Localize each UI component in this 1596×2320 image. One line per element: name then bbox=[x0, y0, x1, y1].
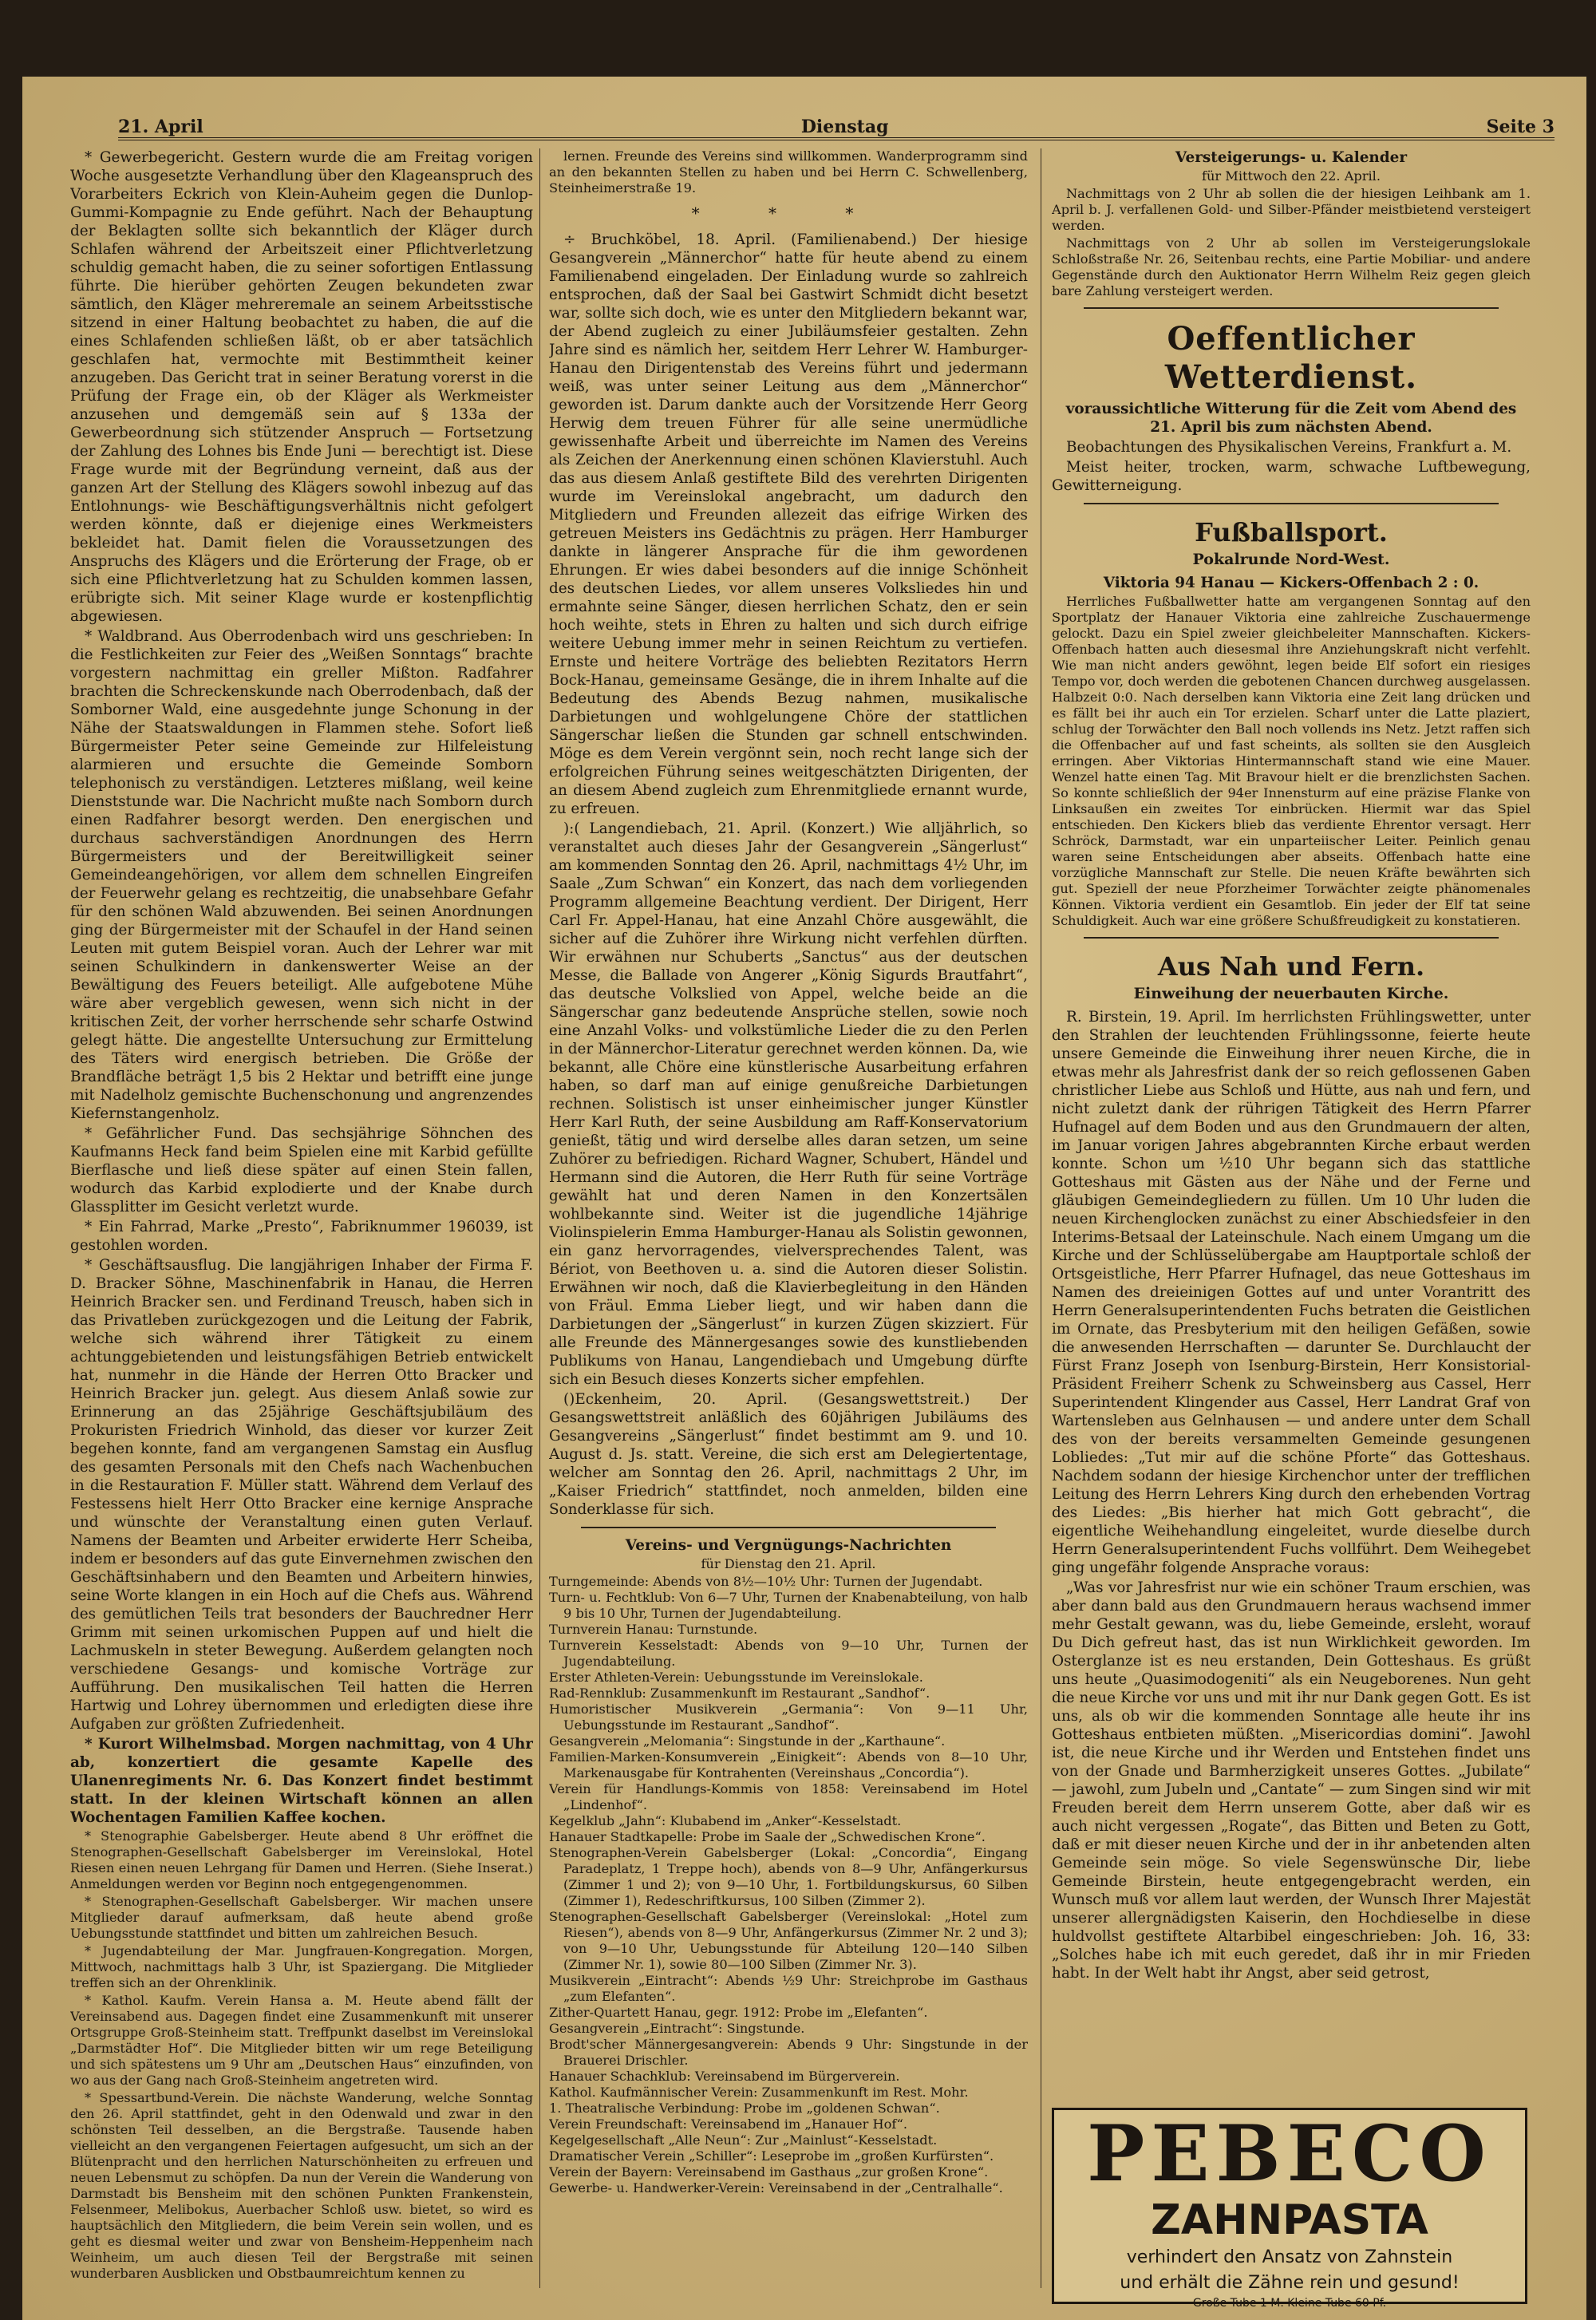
article-spessartbund: * Spessartbund-Verein. Die nächste Wanderung, welche Sonntag den 26. April stattfindet, geht in den Odenwald und zwar in den schönsten Teil desselben, an die Bergstraße. Tausende haben vielleicht an den vergangenen Feiertagen aufgesucht, um sich an der Blütenpracht und den herrlichen Naturschönheiten zu erfreuen und neuen Lebensmut zu schöpfen. Da nun der Verein die Wanderung von Darmstadt bis Bensheim mit den schönen Punkten Frankenstein, Felsenmeer, Melibokus, Auerbacher Schloß usw. bietet, so wird es hauptsächlich den Mitgliedern, die beim Verein sein wollen, und es geht es diesmal weiter und zwar von Bensheim-Heppenheim nach Weinheim, um auch diesen Teil der Bergstraße mit seinen wunderbaren Ausblicken und Obstbaumreichtum kennen zu bbox=[70, 2090, 533, 2281]
wetterdienst-forecast: Meist heiter, trocken, warm, schwache Luftbewegung, Gewitterneigung. bbox=[1052, 459, 1531, 494]
column-divider bbox=[539, 148, 540, 2288]
list-item: Stenographen-Verein Gabelsberger (Lokal: „Concordia“, Eingang Paradeplatz, 1 Treppe hoch), abends von 8—9 Uhr, Anfängerkursus (Zimmer 1 und 2); von 9—10 Uhr, 1. Fortbildungskursus, 60 Silben (Zimmer 1), Redeschriftkursus, 100 Silben (Zimmer 2). bbox=[549, 1845, 1028, 1908]
list-item: Turngemeinde: Abends von 8½—10½ Uhr: Turnen der Jugendabt. bbox=[549, 1574, 983, 1589]
list-item: Stenographen-Gesellschaft Gabelsberger (Vereinslokal: „Hotel zum Riesen“), abends von 8—9 Uhr, Anfängerkursus (Zimmer Nr. 2 und 3); von 9—10 Uhr, Uebungsstunde für Abteilung 120—140 Silben (Zimmer Nr. 1), sowie 80—100 Silben (Zimmer Nr. 3). bbox=[549, 1909, 1028, 1972]
list-item: Gesangverein „Eintracht“: Singstunde. bbox=[549, 2021, 805, 2036]
column-regional-news bbox=[549, 148, 1028, 2296]
article-kathol-kaufm-verein: * Kathol. Kaufm. Verein Hansa a. M. Heute abend fällt der Vereinsabend aus. Dagegen findet eine Zusammenkunft mit unserer Ortsgruppe Groß-Steinheim statt. Treffpunkt daselbst im Vereinslokal „Darmstädter Hof“. Die Mitglieder bitten wir um rege Beteiligung und sich spätestens um 9 Uhr am „Deutschen Haus“ einzufinden, von wo aus der Gang nach Groß-Steinheim angetreten wird. bbox=[70, 1993, 533, 2088]
article-eckenheim: ()Eckenheim, 20. April. (Gesangswettstreit.) Der Gesangswettstreit anläßlich des 60jährigen Jubiläums des Gesangvereins „Sängerlust“ findet bestimmt am 9. und 10. August d. Js. statt. Vereine, die sich erst am Delegiertentage, welcher am Sonntag den 26. April, nachmittags 2 Uhr, im „Kaiser Friedrich“ stattfindet, noch anmelden, bilden eine Sonderklasse für sich. bbox=[549, 1391, 1028, 1518]
section-rule bbox=[1084, 503, 1499, 504]
list-item: 1. Theatralische Verbindung: Probe im „goldenen Schwan“. bbox=[549, 2101, 940, 2116]
vereins-date: für Dienstag den 21. April. bbox=[701, 1556, 876, 1571]
article-geschaeftsausflug: * Geschäftsausflug. Die langjährigen Inhaber der Firma F. D. Bracker Söhne, Maschinenfabrik in Hanau, die Herren Heinrich Bracker sen. und Ferdinand Treusch, haben sich in das Privatleben zurückgezogen und die Leitung der Fabrik, welche sich während ihrer Tätigkeit zu einem achtunggebietenden und leistungsfähigen Betrieb entwickelt hat, nunmehr in die Hände der Herren Otto Bracker und Heinrich Bracker jun. gelegt. Aus diesem Anlaß sowie zur Erinnerung an das 25jährige Geschäftsjubiläum des Prokuristen Friedrich Winhold, das dieser vor kurzer Zeit begehen konnte, fand am vergangenen Samstag ein Ausflug des gesamten Personals mit den Chefs nach Wachenbuchen in die Restauration F. Müller statt. Während dem Verlauf des Festessens hielt Herr Otto Bracker eine kernige Ansprache und wünschte der Veranstaltung einen guten Verlauf. Namens der Beamten und Arbeiter erwiderte Herr Scheiba, indem er besonders auf das gute Einvernehmen zwischen den Geschäftsinhabern und den Beamten und Arbeitern hinwies, seine Worte klangen in ein Hoch auf die Chefs aus. Während des gemütlichen Teils trat besonders der Bauchredner Herr Grimm mit seinen urkomischen Puppen auf und hielt die Lachmuskeln in steter Bewegung. Außerdem gelangten noch verschiedene Gesangs- und komische Vorträge zur Aufführung. Den musikalischen Teil hatten die Herren Hartwig und Lohrey übernommen und erledigten diese ihre Aufgaben zur größten Zufriedenheit. bbox=[70, 1257, 533, 1733]
header-date: 21. April bbox=[118, 117, 203, 137]
wetterdienst-heading: Oeffentlicher Wetterdienst. bbox=[1164, 320, 1418, 396]
wetterdienst-source: Beobachtungen des Physikalischen Vereins, Frankfurt a. M. bbox=[1066, 439, 1512, 456]
fussball-result: Viktoria 94 Hanau — Kickers-Offenbach 2 : 0. bbox=[1103, 575, 1479, 591]
ad-tagline-1: verhindert den Ansatz von Zahnstein bbox=[1126, 2247, 1453, 2267]
list-item: Turnverein Hanau: Turnstunde. bbox=[549, 1622, 758, 1637]
list-item: Erster Athleten-Verein: Uebungsstunde im Vereinslokale. bbox=[549, 1670, 923, 1685]
article-kurort: * Kurort Wilhelmsbad. Morgen nachmittag, von 4 Uhr ab, konzertiert die gesamte Kapelle des Ulanenregiments Nr. 6. Das Konzert findet bestimmt statt. In der kleinen Wirtschaft können an allen Wochentagen Familien Kaffee kochen. bbox=[70, 1736, 533, 1826]
page-header bbox=[118, 109, 1555, 140]
vereins-title: Vereins- und Vergnügungs-Nachrichten bbox=[625, 1537, 952, 1554]
article-gewerbegericht: * Gewerbegericht. Gestern wurde die am Freitag vorigen Woche ausgesetzte Verhandlung über den Klageanspruch des Vorarbeiters Eckrich von Klein-Auheim gegen die Dunlop-Gummi-Kompagnie zu Ende geführt. Nach der Behauptung der Beklagten sollte sich bekanntlich der Kläger durch Schlafen während der Arbeitszeit einer Pflichtverletzung schuldig gemacht haben, die zu seiner sofortigen Entlassung führte. Die hierüber gehörten Zeugen bekundeten zwar sämtlich, den Kläger mehreremale an seinem Arbeitsstische sitzend in einer Haltung beobachtet zu haben, die auf die eines Schlafenden schließen läßt, ob er aber tatsächlich geschlafen hat, vermochte mit Bestimmtheit keiner anzugeben. Das Gericht trat in seiner Beratung vorerst in die Prüfung der Frage ein, ob der Kläger als Werkmeister anzusehen und demgemäß sein auf § 133a der Gewerbeordnung sich stützender Anspruch — Fortsetzung der Zahlung des Lohnes bis Ende Juni — berechtigt ist. Diese Frage wurde mit der Begründung verneint, daß aus der ganzen Art der Stellung des Klägers sowohl inbezug auf das Entlohnungs- wie Beschäftigungsverhältnis nicht gefolgert werden könnte, daß er diejenige eines Werkmeisters bekleidet hat. Damit fielen die Voraussetzungen des Anspruchs des Klägers und die Erörterung der Frage, ob er sich eine Pflichtverletzung hat zu Schulden kommen lassen, erübrigte sich. Mit seiner Klage wurde er kostenpflichtig abgewiesen. bbox=[70, 149, 533, 625]
nah-fern-subheading: Einweihung der neuerbauten Kirche. bbox=[1133, 985, 1449, 1002]
section-rule bbox=[1084, 937, 1499, 939]
list-item: Humoristischer Musikverein „Germania“: Von 9—11 Uhr, Uebungsstunde im Restaurant „Sandhof“. bbox=[549, 1701, 1028, 1733]
list-item: Turn- u. Fechtklub: Von 6—7 Uhr, Turnen der Knabenabteilung, von halb 9 bis 10 Uhr, Turnen der Jugendabteilung. bbox=[549, 1590, 1028, 1621]
ad-price: Große Tube 1 M. Kleine Tube 60 Pf. bbox=[1192, 2297, 1387, 2310]
list-item: Gesangverein „Melomania“: Singstunde in der „Karthaune“. bbox=[549, 1733, 946, 1749]
kalender-title: Versteigerungs- u. Kalender bbox=[1175, 149, 1408, 166]
article-stenographie: * Stenographie Gabelsberger. Heute abend 8 Uhr eröffnet die Stenographen-Gesellschaft Gabelsberger im Vereinslokal, Hotel Riesen einen neuen Lehrgang für Damen und Herren. (Siehe Inserat.) Anmeldungen werden vor Beginn noch entgegengenommen. bbox=[70, 1828, 533, 1891]
ad-tagline-2: und erhält die Zähne rein und gesund! bbox=[1120, 2273, 1460, 2293]
section-rule bbox=[581, 1527, 996, 1528]
vereins-list bbox=[549, 1574, 1028, 2196]
list-item: Gewerbe- u. Handwerker-Verein: Vereinsabend in der „Centralhalle“. bbox=[549, 2180, 1003, 2196]
column-local-news bbox=[70, 148, 533, 2296]
list-item: Hanauer Schachklub: Vereinsabend im Bürgerverein. bbox=[549, 2069, 900, 2084]
list-item: Rad-Rennklub: Zusammenkunft im Restaurant „Sandhof“. bbox=[549, 1686, 930, 1701]
list-item: Kegelgesellschaft „Alle Neun“: Zur „Mainlust“-Kesselstadt. bbox=[549, 2132, 938, 2148]
kalender-entry: Nachmittags von 2 Uhr ab sollen die der hiesigen Leihbank am 1. April b. J. verfallenen Gold- und Silber-Pfänder meistbietend versteigert werden. bbox=[1052, 186, 1531, 233]
section-rule bbox=[1084, 307, 1499, 309]
header-page-number: Seite 3 bbox=[1486, 117, 1555, 137]
kalender-date: für Mittwoch den 22. April. bbox=[1202, 168, 1381, 184]
article-fahrrad: * Ein Fahrrad, Marke „Presto“, Fabriknummer 196039, ist gestohlen worden. bbox=[70, 1219, 533, 1254]
article-bruchkoebel: ÷ Bruchköbel, 18. April. (Familienabend.) Der hiesige Gesangverein „Männerchor“ hatte für heute abend zu einem Familienabend eingeladen. Der Einladung wurde so zahlreich entsprochen, daß der Saal bei Gastwirt Schmidt dicht besetzt war, sollte sich doch, wie es unter den Mitgliedern bekannt war, der Abend zugleich zu einer Jubiläumsfeier gestalten. Zehn Jahre sind es nämlich her, seitdem Herr Lehrer W. Hamburger-Hanau den Dirigentenstab des Vereins führt und jedermann weiß, was unter seiner Leitung aus dem „Männerchor“ geworden ist. Darum dankte auch der Vorsitzende Herr Georg Herwig dem treuen Führer für alle seine unermüdliche gewissenhafte Arbeit und überreichte im Namen des Vereins als Zeichen der Anerkennung einen schönen Klavierstuhl. Auch das aus diesem Anlaß gestiftete Bild des verehrten Dirigenten wurde im Vereinslokal angebracht, um dadurch den Mitgliedern und Freunden allezeit das eifrige Wirken des getreuen Meisters ins Gedächtnis zu prägen. Herr Hamburger dankte in längerer Ansprache für die ihm gewordenen Ehrungen. Er wies dabei besonders auf die innige Schönheit des deutschen Liedes, vor allem unseres Volksliedes hin und ermahnte seine Sänger, diesen herrlichen Schatz, den er sein hoch weihte, stets in Ehren zu halten und sich durch eifrige weitere Uebung immer mehr in seinen Reichtum zu vertiefen. Ernste und heitere Vorträge des beliebten Rezitators Herrn Bock-Hanau, gemeinsame Gesänge, die in ihrem Inhalte auf die Bedeutung des Abends Bezug nahmen, musikalische Darbietungen und wohlgelungene Chöre der stattlichen Sängerschar ließen die Stunden gar schnell entschwinden. Möge es dem Verein vergönnt sein, noch recht lange sich der erfolgreichen Führung seines weitgeschätzten Dirigenten, der an diesem Abend zugleich zum Ehrenmitgliede ernannt wurde, zu erfreuen. bbox=[549, 231, 1028, 817]
list-item: Familien-Marken-Konsumverein „Einigkeit“: Abends von 8—10 Uhr, Markenausgabe für Kontrahenten (Vereinshaus „Concordia“). bbox=[549, 1749, 1028, 1781]
article-birstein-quote: „Was vor Jahresfrist nur wie ein schöner Traum erschien, was aber dann bald aus den Grundmauern heraus wachsend immer mehr Gestalt gewann, was du, liebe Gemeinde, ersleht, worauf Du Dich gefreut hast, das ist nun Wirklichkeit geworden. Im Osterglanze ist es neu erstanden, Dein Gotteshaus. Es grüßt uns heute „Quasimodogeniti“ als ein Neugeborenes. Nun geht die neue Kirche vor uns und mit ihr nur Dank gegen Gott. Es ist uns, als ob wir die kommenden Sonntage alle heute ihr ins Gotteshaus entbieten müßten. „Misericordias domini“. Jawohl ist, die neue Kirche und ihr Werden und Entstehen findet uns von der Gnade und Barmherzigkeit unseres Gottes. „Jubilate“ — jawohl, zum Jubeln und „Cantate“ — zum Singen sind wir mit Freuden bereit dem Herrn unserem Gotte, aber daß wir es auch nicht vergessen „Rogate“, das Bitten und Beten zu Gott, daß er mit dieser neuen Kirche und der in ihr anbetenden alten Gemeinde sein möge. So viele Segenswünsche Dir, liebe Gemeinde Birstein, heute entgegengebracht werden, ein Wunsch muß vor allem laut werden, der Wunsch Ihrer Majestät unserer allergnädigsten Kaiserin, den Hochdieselbe in diese huldvollst gestiftete Altarbibel eingeschrieben: Joh. 16, 33: „Solches habe ich mit euch geredet, daß ihr in mir Frieden habt. In der Welt habt ihr Angst, aber seid getrost, bbox=[1052, 1579, 1531, 1982]
list-item: Kegelklub „Jahn“: Klubabend im „Anker“-Kesselstadt. bbox=[549, 1813, 902, 1828]
newspaper-page bbox=[22, 77, 1586, 2320]
list-item: Zither-Quartett Hanau, gegr. 1912: Probe im „Elefanten“. bbox=[549, 2005, 928, 2020]
article-stenographen-gesellschaft: * Stenographen-Gesellschaft Gabelsberger. Wir machen unsere Mitglieder darauf aufmerksam, daß heute abend große Uebungsstunde stattfindet und bitten um zahlreichen Besuch. bbox=[70, 1894, 533, 1941]
list-item: Hanauer Stadtkapelle: Probe im Saale der „Schwedischen Krone“. bbox=[549, 1829, 986, 1844]
section-separator: * * * bbox=[691, 204, 886, 223]
list-item: Musikverein „Eintracht“: Abends ½9 Uhr: Streichprobe im Gasthaus „zum Elefanten“. bbox=[549, 1973, 1028, 2004]
list-item: Verein Freundschaft: Vereinsabend im „Hanauer Hof“. bbox=[549, 2116, 908, 2132]
article-waldbrand: * Waldbrand. Aus Oberrodenbach wird uns geschrieben: In die Festlichkeiten zur Feier des „Weißen Sonntags“ brachte vorgestern nachmittag ein greller Mißton. Radfahrer brachten die Schreckenskunde nach Oberrodenbach, daß der Somborner Wald, eine ausgedehnte junge Schonung in der Nähe der Staatswaldungen in Flammen stehe. Sofort ließ Bürgermeister Peter seine Gemeinde zur Hilfeleistung alarmieren und ersuchte die Gemeinde Somborn telephonisch zu verständigen. Letzteres mißlang, weil keine Dienststunde war. Die Nachricht mußte nach Somborn durch einen Radfahrer besorgt werden. Den energischen und durchaus sachverständigen Anordnungen des Herrn Bürgermeisters und der Bereitwilligkeit seiner Gemeindeangehörigen, vor allem dem schnellen Eingreifen der Feuerwehr gelang es rechtzeitig, die unabsehbare Gefahr für den schönen Wald abzuwenden. Bei seinen Anordnungen ging der Bürgermeister mit der Schaufel in der Hand seinen Leuten mit gutem Beispiel voran. Auch der Lehrer war mit seinen Schulkindern in dankenswerter Weise an der Bewältigung des Feuers beteiligt. Alle aufgebotene Mühe wäre aber vergeblich gewesen, wenn sich nicht in der kritischen Zeit, der vorher herrschende sehr scharfe Ostwind gelegt hätte. Die angestellte Untersuchung zur Ermittelung des Täters wird energisch betrieben. Die Größe der Brandfläche beträgt 1,5 bis 2 Hektar und betrifft eine junge mit Nadelholz gemischte Buchenschonung und angrenzendes Kiefernstangenholz. bbox=[70, 628, 533, 1122]
list-item: Kathol. Kaufmännischer Verein: Zusammenkunft im Rest. Mohr. bbox=[549, 2085, 969, 2100]
list-item: Turnverein Kesselstadt: Abends von 9—10 Uhr, Turnen der Jugendabteilung. bbox=[549, 1638, 1028, 1669]
list-item: Brodt'scher Männergesangverein: Abends 9 Uhr: Singstunde in der Brauerei Drischler. bbox=[549, 2037, 1028, 2068]
ad-brand: PEBECO bbox=[1087, 2109, 1492, 2199]
ad-product: ZAHNPASTA bbox=[1151, 2196, 1428, 2244]
fussball-heading: Fußballsport. bbox=[1195, 517, 1388, 547]
article-gefaehrlicher-fund: * Gefährlicher Fund. Das sechsjährige Söhnchen des Kaufmanns Heck fand beim Spielen eine mit Karbid gefüllte Bierflasche und ließ diese später auf einen Stein fallen, wodurch das Karbid explodierte und der Knabe durch Glassplitter im Gesicht verletzt wurde. bbox=[70, 1125, 533, 1215]
list-item: Verein der Bayern: Vereinsabend im Gasthaus „zur großen Krone“. bbox=[549, 2164, 989, 2180]
header-weekday: Dienstag bbox=[800, 117, 889, 137]
article-continuation: lernen. Freunde des Vereins sind willkommen. Wanderprogramm sind an den bekannten Stellen zu haben und bei Herrn C. Schwellenberg, Steinheimerstraße 19. bbox=[549, 148, 1028, 196]
column-misc bbox=[1052, 148, 1531, 2296]
fussball-report: Herrliches Fußballwetter hatte am vergangenen Sonntag auf den Sportplatz der Hanauer Viktoria eine zahlreiche Zuschauermenge gelockt. Dazu ein Spiel zweier gleichbeleiter Mannschaften. Kickers-Offenbach hatten auch diesesmal ihre Anziehungskraft nicht verfehlt. Wie man nicht anders gewöhnt, legen beide Elf sofort ein riesiges Tempo vor, doch werden die gebotenen Chancen durchweg ausgelassen. Halbzeit 0:0. Nach derselben kann Viktoria eine Zeit lang drücken und es fällt bei ihr auch ein Tor erzielen. Scharf unter die Latte plaziert, schlug der Torwächter den Ball noch vollends ins Netz. Jetzt raffen sich die Offenbacher auf und fast scheints, als sollten sie den Ausgleich erringen. Aber Viktorias Hintermannschaft stand wie eine Mauer. Wenzel hatte einen Tag. Mit Bravour hielt er die brenzlichsten Sachen. So konnte schließlich der 94er Innensturm auf eine präzise Flanke von Linksaußen ein zweites Tor einbrücken. Hiermit war das Spiel entschieden. Den Kickers blieb das verdiente Ehrentor versagt. Herr Schröck, Darmstadt, war ein unparteiischer Leiter. Peinlich genau waren seine Entscheidungen aber abseits. Offenbach hatte eine vorzügliche Mannschaft zur Stelle. Die neuen Kräfte bewährten sich gut. Speziell der neue Pforzheimer Torwächter zeigte phänomenales Können. Viktoria verdient ein Gesamtlob. Ein jeder der Elf tat seine Schuldigkeit. Auch war eine größere Schußfreudigkeit zu konstatieren. bbox=[1052, 594, 1531, 928]
wetterdienst-subheading: voraussichtliche Witterung für die Zeit vom Abend des 21. April bis zum nächsten Abend. bbox=[1065, 401, 1517, 436]
list-item: Dramatischer Verein „Schiller“: Leseprobe im „großen Kurfürsten“. bbox=[549, 2148, 994, 2164]
nah-fern-heading: Aus Nah und Fern. bbox=[1157, 951, 1425, 982]
kalender-entry: Nachmittags von 2 Uhr ab sollen im Versteigerungslokale Schloßstraße Nr. 26, Seitenbau rechts, eine Partie Mobiliar- und andere Gegenstände durch den Auktionator Herrn Wilhelm Reiz gegen gleich bare Zahlung versteigert werden. bbox=[1052, 235, 1531, 298]
fussball-subheading: Pokalrunde Nord-West. bbox=[1192, 551, 1390, 568]
article-birstein: R. Birstein, 19. April. Im herrlichsten Frühlingswetter, unter den Strahlen der leuchtenden Frühlingssonne, feierte heute unsere Gemeinde die Einweihung ihrer neuen Kirche, die in etwas mehr als Jahresfrist dank der so reich geflossenen Gaben christlicher Liebe aus Schloß und Hütte, aus nah und fern, und nicht zuletzt dank der rührigen Tätigkeit des Herrn Pfarrer Hufnagel auf dem Boden und aus den Grundmauern der alten, im Januar vorigen Jahres abgebrannten Kirche erbaut werden konnte. Schon um ½10 Uhr begann sich das stattliche Gotteshaus mit Gästen aus der Nähe und der Ferne und gläubigen Gemeindegliedern zu füllen. Um 10 Uhr luden die neuen Kirchenglocken zunächst zu einer Abschiedsfeier in den Interims-Betsaal der Lateinschule. Nach einem Umgang um die Kirche und der Schlüsselübergabe am Hauptportale schloß der Ortsgeistliche, Herr Pfarrer Hufnagel, das neue Gotteshaus im Namen des dreieinigen Gottes auf und unter Vorantritt des Herrn Generalsuperintendenten Fuchs betraten die Geistlichen im Ornate, das Presbyterium mit den heiligen Gefäßen, sowie die anwesenden Herrschaften — darunter Se. Durchlaucht der Fürst Franz Joseph von Isenburg-Birstein, Herr Konsistorial-Präsident Freiherr Schenk zu Schweinsberg aus Cassel, Herr Superintendent Klingender aus Cassel, Herr Landrat Graf von Wartensleben aus Gelnhausen — und andere unter dem Schall des von der bereits versammelten Gemeinde gesungenen Lobliedes: „Tut mir auf die schöne Pforte“ das Gotteshaus. Nachdem sodann der hiesige Kirchenchor unter der trefflichen Leitung des Herrn Lehrers King durch den erhebenden Vortrag des Liedes: „Bis hierher hat mich Gott gebracht“, die eigentliche Weihehandlung eingeleitet, wurde dieselbe durch Herrn Generalsuperintendent Fuchs vollführt. Dem Weihegebet ging ungefähr folgende Ansprache voraus: bbox=[1052, 1009, 1531, 1576]
article-jugendabteilung: * Jugendabteilung der Mar. Jungfrauen-Kongregation. Morgen, Mittwoch, nachmittags halb 3 Uhr, ist Spaziergang. Die Mitglieder treffen sich an der Ohrenklinik. bbox=[70, 1943, 533, 1990]
pebeco-advertisement bbox=[1052, 2108, 1527, 2310]
list-item: Verein für Handlungs-Kommis von 1858: Vereinsabend im Hotel „Lindenhof“. bbox=[549, 1781, 1028, 1812]
article-langendiebach: ):( Langendiebach, 21. April. (Konzert.) Wie alljährlich, so veranstaltet auch dieses Jahr der Gesangverein „Sängerlust“ am kommenden Sonntag den 26. April, nachmittags 4½ Uhr, im Saale „Zum Schwan“ ein Konzert, das nach dem vorliegenden Programm allgemeine Beachtung verdient. Der Dirigent, Herr Carl Fr. Appel-Hanau, hat eine Anzahl Chöre ausgewählt, die sicher auf die Zuhörer ihre Wirkung nicht verfehlen dürften. Wir erwähnen nur Schuberts „Sanctus“ aus der deutschen Messe, die Ballade von Angerer „König Sigurds Brautfahrt“, das deutsche Volkslied von Appel, welche beide an die Sängerschar ganz bedeutende Ansprüche stellen, sowie noch eine Anzahl Volks- und volkstümliche Lieder die zu den Perlen in der Männerchor-Literatur gerechnet werden können. Da, wie bekannt, alle Chöre eine künstlerische Ausarbeitung erfahren haben, so darf man auf einige genußreiche Darbietungen rechnen. Solistisch ist unser einheimischer junger Künstler Herr Karl Ruth, der seine Ausbildung am Raff-Konservatorium genießt, tätig und wird derselbe alles daran setzen, um seine Zuhörer zu befriedigen. Richard Wagner, Schubert, Händel und Hermann sind die Autoren, die Herr Ruth für seine Vorträge gewählt hat und deren Namen in den Konzertsälen wohlbekannte sind. Weiter ist die jugendliche 14jährige Violinspielerin Emma Hamburger-Hanau als Solistin gewonnen, ein ganz hervorragendes, vielversprechendes Talent, was Bériot, von Beethoven u. a. sind die Autoren dieser Solistin. Erwähnen wir noch, daß die Klavierbegleitung in den Händen von Fräul. Emma Lieber liegt, und wir haben dann die Darbietungen der „Sängerlust“ in kurzen Zügen skizziert. Für alle Freunde des Männergesanges sowie des kunstliebenden Publikums von Hanau, Langendiebach und Umgebung dürfte sich ein Besuch dieses Konzerts sicher empfehlen. bbox=[549, 820, 1028, 1388]
